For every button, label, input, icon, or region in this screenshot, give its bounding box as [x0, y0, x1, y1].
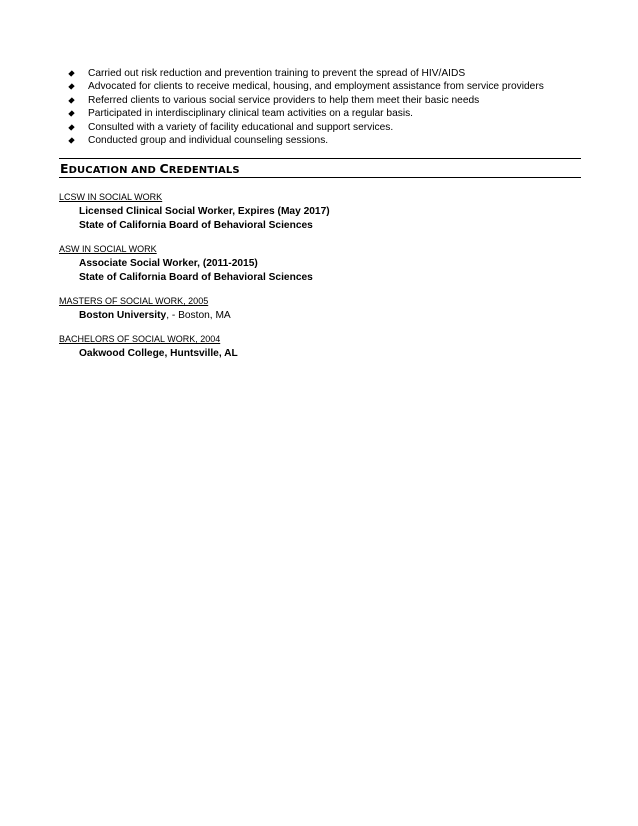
list-item: Carried out risk reduction and prevention training to prevent the spread of HIV/AIDS [69, 67, 589, 80]
entry-line: Oakwood College, Huntsville, AL [79, 348, 238, 359]
list-item: Consulted with a variety of facility educational and support services. [69, 121, 589, 134]
list-item: Participated in interdisciplinary clinical team activities on a regular basis. [69, 107, 589, 120]
entry-line: State of California Board of Behavioral Sciences [79, 220, 313, 231]
diamond-bullet-icon [68, 70, 74, 76]
entry-line: Licensed Clinical Social Worker, Expires (May 2017) [79, 206, 330, 217]
entry-heading: LCSW IN SOCIAL WORK [59, 192, 163, 202]
entry-heading: MASTERS OF SOCIAL WORK, 2005 [59, 296, 209, 306]
education-section-header [59, 158, 581, 178]
entry-line: Boston University, - Boston, MA [79, 310, 231, 321]
education-entry-asw [59, 244, 579, 285]
responsibilities-list [69, 67, 589, 147]
diamond-bullet-icon [68, 124, 74, 130]
list-item: Conducted group and individual counseling sessions. [69, 134, 589, 147]
entry-line: State of California Board of Behavioral Sciences [79, 272, 313, 283]
diamond-bullet-icon [68, 97, 74, 103]
entry-heading: BACHELORS OF SOCIAL WORK, 2004 [59, 334, 221, 344]
entry-heading: ASW IN SOCIAL WORK [59, 244, 157, 254]
diamond-bullet-icon [68, 110, 74, 116]
diamond-bullet-icon [68, 137, 74, 143]
list-item: Referred clients to various social service providers to help them meet their basic needs [69, 94, 589, 107]
list-item: Advocated for clients to receive medical, housing, and employment assistance from service providers [69, 80, 589, 93]
education-entry-msw [59, 296, 579, 323]
education-entry-lcsw [59, 192, 579, 233]
section-title: EDUCATION AND CREDENTIALS [60, 161, 240, 176]
education-entry-bsw [59, 334, 579, 361]
diamond-bullet-icon [68, 84, 74, 90]
entry-line: Associate Social Worker, (2011-2015) [79, 258, 258, 269]
